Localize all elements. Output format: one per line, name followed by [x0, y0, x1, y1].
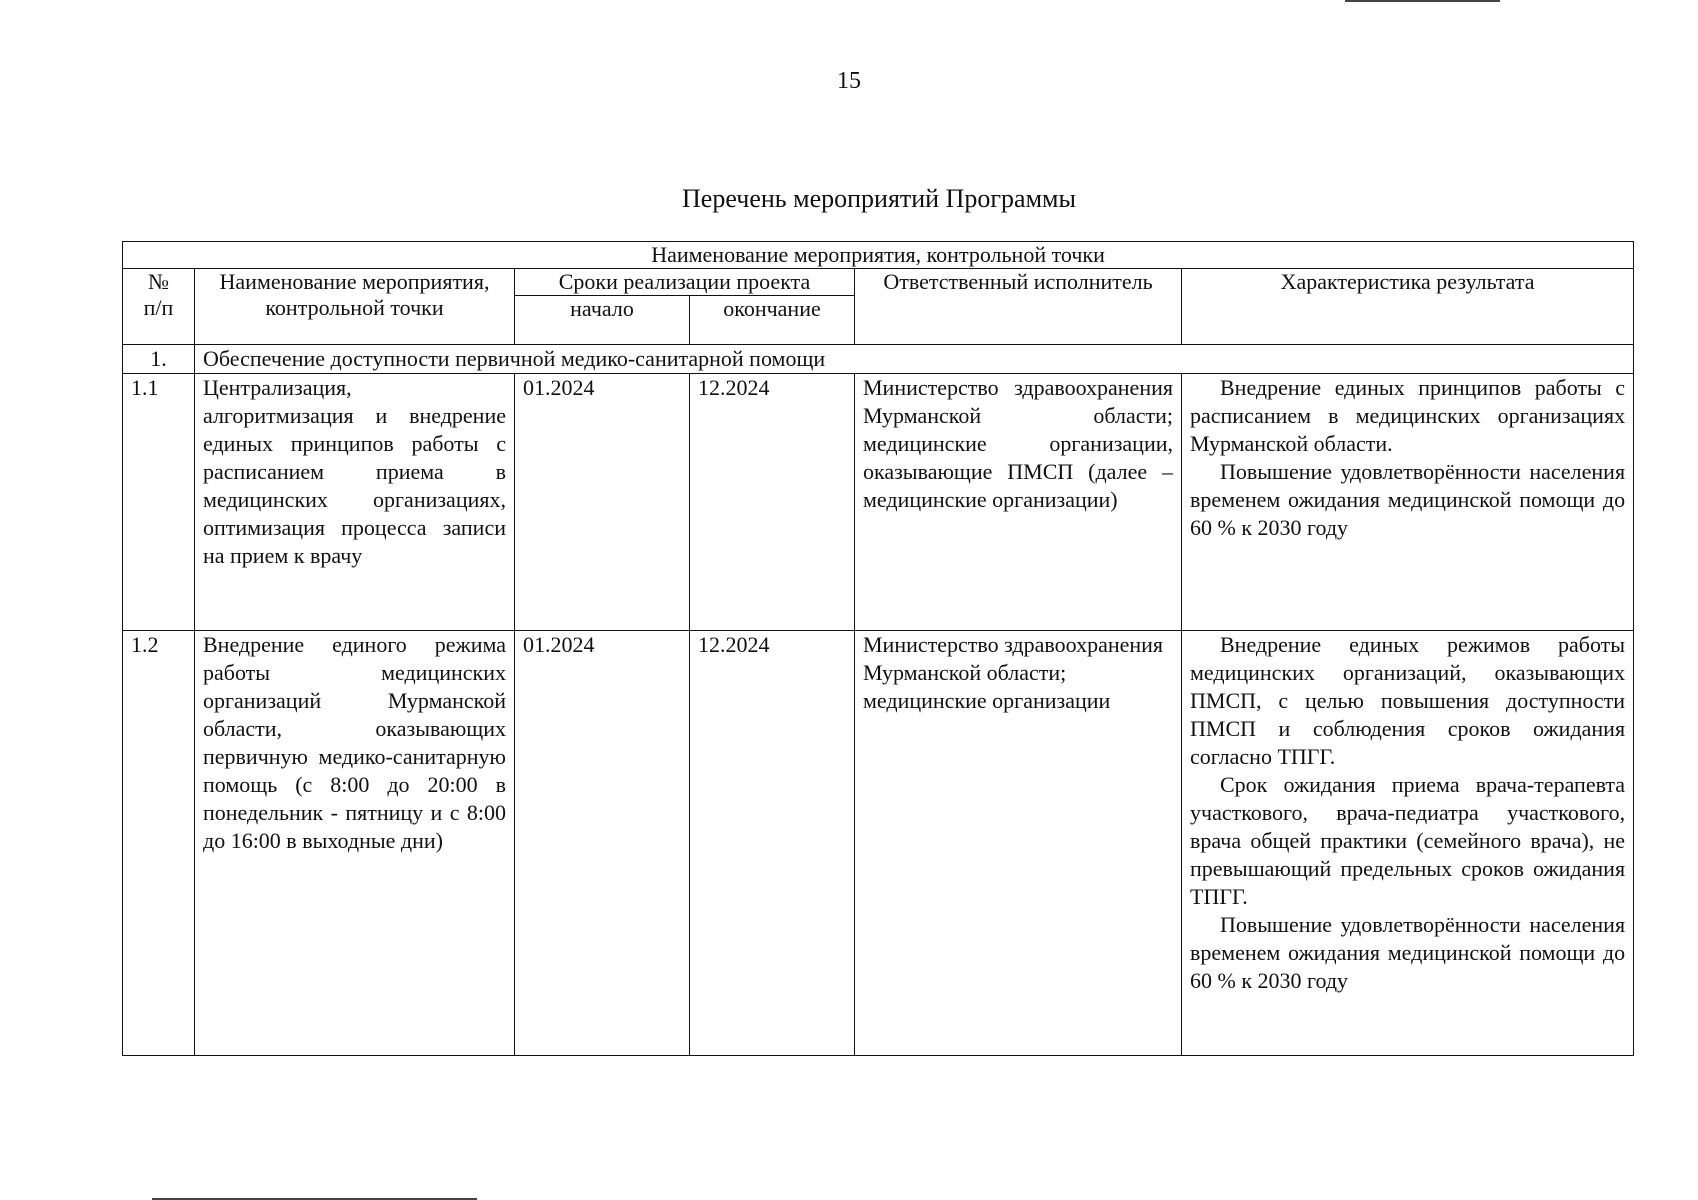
section-num: 1.	[123, 345, 195, 374]
header-start: начало	[515, 296, 690, 345]
result-paragraph: Срок ожидания приема врача-терапевта участкового, врача-педиатра участкового, врача общей практики (семейного врача), не превышающий предельных сроков ожидания ТПГГ.	[1190, 772, 1626, 909]
row-end: 12.2024	[690, 631, 855, 1056]
row-num: 1.1	[123, 374, 195, 631]
row-end: 12.2024	[690, 374, 855, 631]
header-num: № п/п	[123, 269, 195, 345]
row-start: 01.2024	[515, 631, 690, 1056]
row-start: 01.2024	[515, 374, 690, 631]
page-title: Перечень мероприятий Программы	[682, 184, 1076, 213]
row-responsible: Министерство здравоохранения Мурманской области; медицинские организации	[855, 631, 1182, 1056]
measures-table	[122, 241, 1634, 1056]
row-num: 1.2	[123, 631, 195, 1056]
result-paragraph: Повышение удовлетворённости населения временем ожидания медицинской помощи до 60 % к 2030 году	[1190, 912, 1626, 993]
result-paragraph: Повышение удовлетворённости населения временем ожидания медицинской помощи до 60 % к 2030 году	[1190, 459, 1626, 540]
row-name: Внедрение единого режима работы медицинских организаций Мурманской области, оказывающих первичную медико-санитарную помощь (с 8:00 до 20:00 в понедельник - пятницу и с 8:00 до 16:00 в выходные дни)	[195, 631, 515, 1056]
result-paragraph: Внедрение единых режимов работы медицинских организаций, оказывающих ПМСП, с целью повышения доступности ПМСП и соблюдения сроков ожидания согласно ТПГГ.	[1190, 632, 1626, 769]
section-row	[123, 345, 1634, 374]
header-end: окончание	[690, 296, 855, 345]
header-responsible: Ответственный исполнитель	[855, 269, 1182, 345]
scan-artifact-line	[1345, 0, 1500, 2]
result-paragraph: Внедрение единых принципов работы с расписанием в медицинских организациях Мурманской области.	[1190, 375, 1626, 456]
table-row	[123, 631, 1634, 1056]
row-result	[1182, 631, 1634, 1056]
header-dates: Сроки реализации проекта	[515, 269, 855, 296]
section-title: Обеспечение доступности первичной медико-санитарной помощи	[195, 345, 1634, 374]
table-top-header-row	[123, 242, 1634, 269]
row-name: Централизация, алгоритмизация и внедрение единых принципов работы с расписанием приема в медицинских организациях, оптимизация процесса записи на прием к врачу	[195, 374, 515, 631]
header-result: Характеристика результата	[1182, 269, 1634, 345]
header-name: Наименование мероприятия, контрольной точки	[195, 269, 515, 345]
table-header-row	[123, 269, 1634, 296]
table-row	[123, 374, 1634, 631]
row-result	[1182, 374, 1634, 631]
row-responsible: Министерство здравоохранения Мурманской области; медицинские организации, оказывающие ПМСП (далее – медицинские организации)	[855, 374, 1182, 631]
table-top-header: Наименование мероприятия, контрольной точки	[123, 242, 1634, 269]
page-number: 15	[837, 68, 861, 94]
